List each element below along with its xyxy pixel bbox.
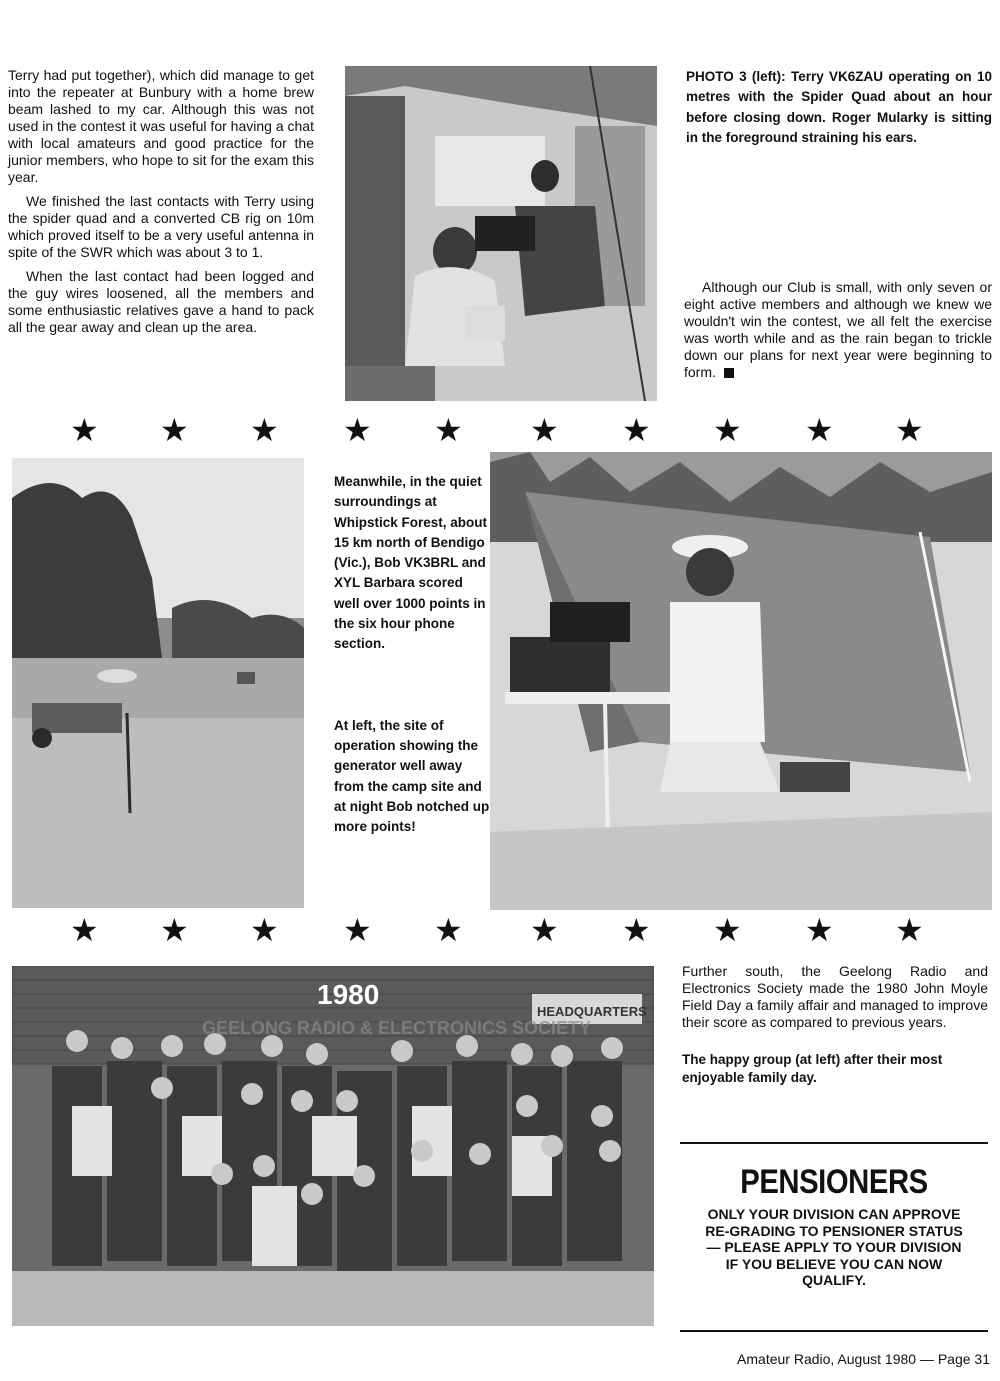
star-icon: ★ [895, 412, 924, 448]
photo-geelong-group [12, 966, 654, 1326]
sign-club-name: GEELONG RADIO & ELECTRONICS SOCIETY [202, 1018, 592, 1038]
star-icon: ★ [250, 412, 279, 448]
star-icon: ★ [530, 412, 559, 448]
left-top-column [8, 67, 314, 336]
star-icon: ★ [622, 912, 651, 948]
star-icon: ★ [343, 912, 372, 948]
end-mark-icon [724, 368, 734, 378]
group-caption: The happy group (at left) after their most enjoyable family day. [682, 1052, 943, 1085]
star-icon: ★ [160, 412, 189, 448]
photo-3-caption: PHOTO 3 (left): Terry VK6ZAU operating on 10 metres with the Spider Quad about an hour before closing down. Roger Mularky is sitting in the foreground straining his ears. [686, 69, 992, 145]
star-icon: ★ [713, 912, 742, 948]
caption-second: At left, the site of operation showing the generator well away from the camp site and at night Bob notched up more points! [334, 717, 490, 835]
paragraph: Further south, the Geelong Radio and Electronics Society made the 1980 John Moyle Field Day a family affair and managed to improve their score as compared to previous years. [682, 963, 988, 1030]
photo-site-of-operation [12, 458, 304, 908]
pensioners-title: PENSIONERS [740, 1163, 928, 1201]
star-icon: ★ [713, 412, 742, 448]
sign-year: 1980 [317, 979, 380, 1010]
star-icon: ★ [895, 912, 924, 948]
photo-bob-vk3brl-operating [490, 452, 992, 910]
right-top-column [684, 279, 992, 381]
star-icon: ★ [434, 912, 463, 948]
star-icon: ★ [250, 912, 279, 948]
star-icon: ★ [70, 412, 99, 448]
pensioners-notice [700, 1162, 968, 1289]
star-icon: ★ [70, 912, 99, 948]
star-icon: ★ [343, 412, 372, 448]
pensioners-body: ONLY YOUR DIVISION CAN APPROVE RE-GRADING TO PENSIONER STATUS — PLEASE APPLY TO YOUR DIVISION IF YOU BELIEVE YOU CAN NOW QUALIFY. [705, 1206, 963, 1288]
whipstick-caption [334, 472, 490, 837]
page-footer: Amateur Radio, August 1980 — Page 31 [737, 1351, 990, 1367]
star-icon: ★ [434, 412, 463, 448]
paragraph: Terry had put together), which did manage to get into the repeater at Bunbury with a home brew beam lashed to my car. Although this was not used in the contest it was useful for having a chat with local amateurs and good practice for the junior members, who hope to sit for the exam this year. [8, 67, 314, 185]
pensioners-bottom-rule [680, 1330, 988, 1332]
sign-headquarters: HEADQUARTERS [537, 1004, 647, 1019]
paragraph: When the last contact had been logged and the guy wires loosened, all the members and some enthusiastic relatives gave a hand to pack all the gear away and clean up the area. [8, 268, 314, 335]
star-icon: ★ [530, 912, 559, 948]
pensioners-top-rule [680, 1142, 988, 1144]
caption-first: Meanwhile, in the quiet surroundings at Whipstick Forest, about 15 km north of Bendigo (Vic.), Bob VK3BRL and XYL Barbara scored well over 1000 points in the six hour phone section. [334, 474, 488, 652]
star-icon: ★ [805, 912, 834, 948]
star-icon: ★ [160, 912, 189, 948]
photo-3-operating-station [345, 66, 657, 401]
star-icon: ★ [805, 412, 834, 448]
star-icon: ★ [622, 412, 651, 448]
paragraph: We finished the last contacts with Terry using the spider quad and a converted CB rig on 10m which proved itself to be a very useful antenna in spite of the SWR which was about 3 to 1. [8, 193, 314, 260]
paragraph [684, 279, 992, 381]
geelong-column [682, 963, 988, 1087]
paragraph-text: Although our Club is small, with only seven or eight active members and although we knew we wouldn't win the contest, we all felt the exercise was worth while and as the rain began to trickle down our plans for next year were beginning to form. [684, 279, 992, 380]
